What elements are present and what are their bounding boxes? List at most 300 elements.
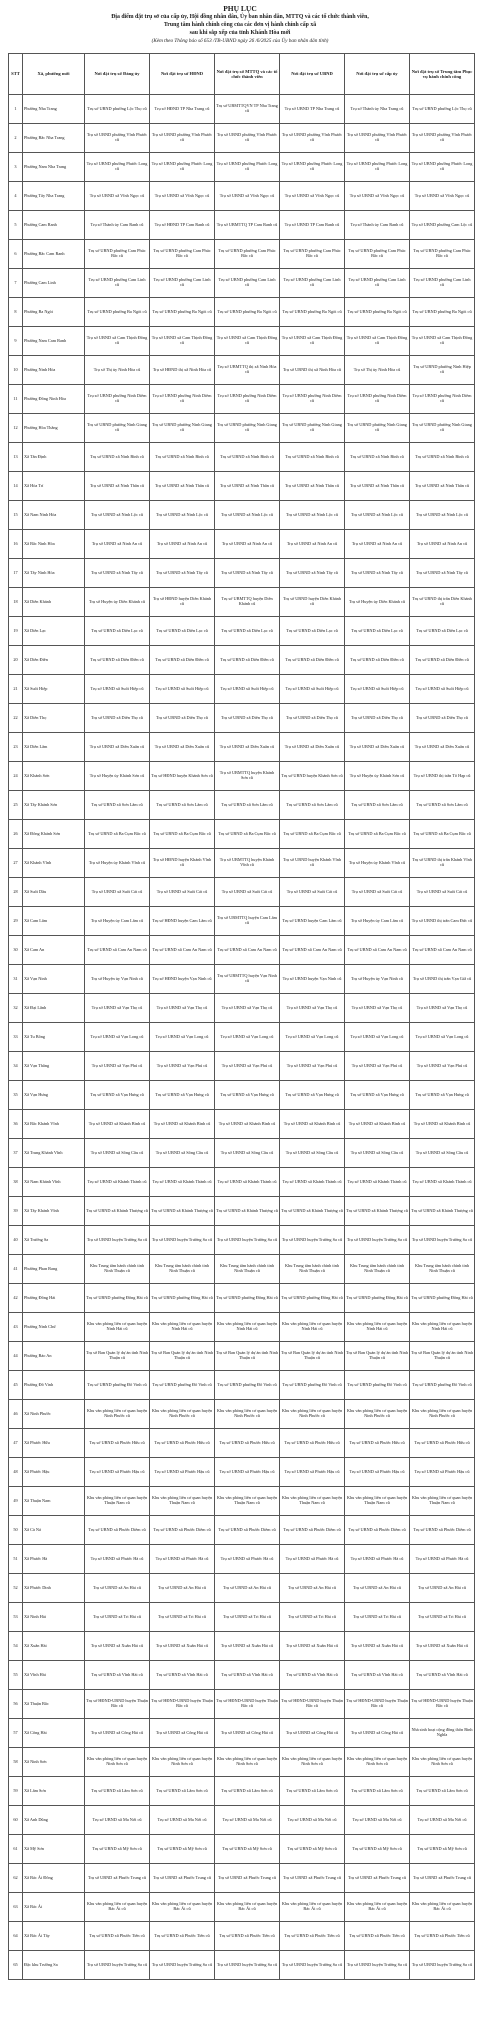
cell-ward-name: Xã Diên Điền — [23, 646, 85, 675]
cell-ward-name: Xã Tây Khánh Vĩnh — [23, 1197, 85, 1226]
cell-committee-level-office: Trụ sở UBND xã Diên Xuân cũ — [345, 733, 410, 762]
cell-front-office: Trụ sở UBND xã Khánh Bình cũ — [215, 1110, 280, 1139]
cell-party-office: Trụ sở UBND xã Diên Thọ cũ — [85, 704, 150, 733]
cell-council-office: Trụ sở UBND xã Diên Thọ cũ — [150, 704, 215, 733]
cell-stt: 32 — [9, 994, 23, 1023]
cell-party-office: Trụ sở UBND xã Ninh Lộc cũ — [85, 501, 150, 530]
cell-committee-level-office: Trụ sở UBND huyện Trường Sa cũ — [345, 1951, 410, 1980]
cell-committee-office: Trụ sở UBND xã Mỹ Sơn cũ — [280, 1835, 345, 1864]
cell-committee-level-office: Trụ sở UBND phường Đô Vinh cũ — [345, 1371, 410, 1400]
table-row — [9, 1197, 475, 1226]
cell-committee-office: Trụ sở Ban Quản lý dự án tỉnh Ninh Thuận cũ — [280, 1342, 345, 1371]
table-row — [9, 820, 475, 849]
cell-committee-level-office: Trụ sở UBND phường Ba Ngòi cũ — [345, 298, 410, 327]
cell-committee-office: Trụ sở UBND xã Khánh Thượng cũ — [280, 1197, 345, 1226]
cell-public-service-center: Trụ sở UBND phường Ninh Giang cũ — [410, 414, 475, 443]
cell-stt: 2 — [9, 124, 23, 153]
cell-stt: 33 — [9, 1023, 23, 1052]
cell-committee-level-office: Trụ sở UBND xã An Hải cũ — [345, 1574, 410, 1603]
cell-ward-name: Xã Tu Bông — [23, 1023, 85, 1052]
cell-council-office: Trụ sở UBND xã Diên Xuân cũ — [150, 733, 215, 762]
cell-committee-office: Trụ sở UBND huyện Khánh Vĩnh cũ — [280, 849, 345, 878]
cell-committee-office: Trụ sở UBND TP Cam Ranh cũ — [280, 211, 345, 240]
cell-ward-name: Phường Cam Ranh — [23, 211, 85, 240]
cell-committee-office: Trụ sở UBND xã Ninh Lộc cũ — [280, 501, 345, 530]
cell-front-office: Trụ sở UBND xã Phước Hữu cũ — [215, 1429, 280, 1458]
cell-council-office: Khu Trung tâm hành chính tỉnh Ninh Thuận cũ — [150, 1255, 215, 1284]
cell-ward-name: Xã Ninh Sơn — [23, 1748, 85, 1777]
cell-stt: 26 — [9, 820, 23, 849]
col-header-party-office: Nơi đặt trụ sở Đảng ủy — [85, 54, 150, 95]
cell-stt: 40 — [9, 1226, 23, 1255]
cell-ward-name: Xã Nam Ninh Hòa — [23, 501, 85, 530]
cell-committee-office: Khu văn phòng liên cơ quan huyện Ninh Hải cũ — [280, 1313, 345, 1342]
cell-front-office: Trụ sở UBND xã Phước Hà cũ — [215, 1545, 280, 1574]
cell-committee-level-office: Khu văn phòng liên cơ quan huyện Bác Ái cũ — [345, 1893, 410, 1922]
cell-committee-level-office: Trụ sở UBND xã Khánh Thượng cũ — [345, 1197, 410, 1226]
cell-ward-name: Xã Bác Ái Tây — [23, 1922, 85, 1951]
cell-committee-office: Khu văn phòng liên cơ quan huyện Ninh Phước cũ — [280, 1400, 345, 1429]
cell-public-service-center: Trụ sở UBND xã Khánh Thượng cũ — [410, 1197, 475, 1226]
cell-committee-level-office: Trụ sở UBND xã Vĩnh Hải cũ — [345, 1661, 410, 1690]
cell-council-office: Trụ sở UBND xã Suối Hiệp cũ — [150, 675, 215, 704]
cell-stt: 62 — [9, 1864, 23, 1893]
table-row — [9, 849, 475, 878]
cell-party-office: Trụ sở UBND phường Ba Ngòi cũ — [85, 298, 150, 327]
table-row — [9, 878, 475, 907]
cell-council-office: Trụ sở HĐND TP Cam Ranh cũ — [150, 211, 215, 240]
cell-front-office: Trụ sở UBMTTQ huyện Vạn Ninh cũ — [215, 965, 280, 994]
cell-ward-name: Xã Cam Lâm — [23, 907, 85, 936]
cell-front-office: Trụ sở UBND xã Ninh Tây cũ — [215, 559, 280, 588]
cell-committee-level-office: Trụ sở UBND xã Lâm Sơn cũ — [345, 1777, 410, 1806]
cell-front-office: Trụ sở UBND xã Suối Cát cũ — [215, 878, 280, 907]
cell-party-office: Trụ sở UBND xã Vĩnh Hải cũ — [85, 1661, 150, 1690]
cell-ward-name: Xã Bác Ái Đông — [23, 1864, 85, 1893]
cell-committee-level-office: Trụ sở UBND xã Suối Hiệp cũ — [345, 675, 410, 704]
cell-stt: 63 — [9, 1893, 23, 1922]
cell-ward-name: Phường Đông Hải — [23, 1284, 85, 1313]
cell-public-service-center: Trụ sở UBND xã Diên Điền cũ — [410, 646, 475, 675]
cell-front-office: Trụ sở UBND xã Khánh Thượng cũ — [215, 1197, 280, 1226]
cell-stt: 10 — [9, 356, 23, 385]
cell-ward-name: Phường Phan Rang — [23, 1255, 85, 1284]
cell-stt: 11 — [9, 385, 23, 414]
cell-party-office: Trụ sở UBND xã Vạn Long cũ — [85, 1023, 150, 1052]
table-row — [9, 385, 475, 414]
cell-party-office: Trụ sở UBND phường Cam Linh cũ — [85, 269, 150, 298]
table-row — [9, 501, 475, 530]
table-row — [9, 1313, 475, 1342]
cell-public-service-center: Trụ sở Ban Quản lý dự án tỉnh Ninh Thuận cũ — [410, 1342, 475, 1371]
table-row — [9, 1777, 475, 1806]
cell-party-office: Trụ sở UBND xã Cam An Nam cũ — [85, 936, 150, 965]
cell-council-office: Trụ sở UBND xã Tri Hải cũ — [150, 1603, 215, 1632]
cell-committee-level-office: Trụ sở Huyện ủy Diên Khánh cũ — [345, 588, 410, 617]
table-row — [9, 1023, 475, 1052]
cell-ward-name: Xã Khánh Vĩnh — [23, 849, 85, 878]
cell-public-service-center: Trụ sở UBND phường Ninh Hiệp cũ — [410, 356, 475, 385]
cell-ward-name: Phường Cam Linh — [23, 269, 85, 298]
cell-stt: 59 — [9, 1777, 23, 1806]
cell-party-office: Trụ sở Huyện ủy Diên Khánh cũ — [85, 588, 150, 617]
cell-council-office: Trụ sở HĐND huyện Khánh Sơn cũ — [150, 762, 215, 791]
table-row — [9, 704, 475, 733]
cell-council-office: Trụ sở UBND phường Cam Phúc Bắc cũ — [150, 240, 215, 269]
cell-committee-level-office: Trụ sở UBND xã Vạn Long cũ — [345, 1023, 410, 1052]
cell-council-office: Trụ sở UBND xã Vĩnh Ngọc cũ — [150, 182, 215, 211]
cell-front-office: Trụ sở UBND xã Khánh Thành cũ — [215, 1168, 280, 1197]
cell-council-office: Trụ sở UBND xã Công Hải cũ — [150, 1719, 215, 1748]
cell-public-service-center: Trụ sở UBND xã Phước Hậu cũ — [410, 1458, 475, 1487]
document-reference-note: (Kèm theo Thông báo số 653 /TB-UBND ngày 26 /6/2025 của Ủy ban nhân dân tỉnh) — [151, 38, 329, 44]
cell-committee-level-office: Trụ sở UBND xã Ba Cụm Bắc cũ — [345, 820, 410, 849]
cell-committee-level-office: Trụ sở Thành ủy Cam Ranh cũ — [345, 211, 410, 240]
cell-ward-name: Phường Tây Nha Trang — [23, 182, 85, 211]
cell-council-office: Trụ sở UBND xã Mỹ Sơn cũ — [150, 1835, 215, 1864]
cell-council-office: Trụ sở UBND xã Ninh An cũ — [150, 530, 215, 559]
cell-stt: 16 — [9, 530, 23, 559]
table-row — [9, 965, 475, 994]
cell-public-service-center: Trụ sở UBND xã Ninh Thân cũ — [410, 472, 475, 501]
cell-ward-name: Xã Tây Khánh Sơn — [23, 791, 85, 820]
cell-committee-office: Trụ sở UBND xã Suối Cát cũ — [280, 878, 345, 907]
cell-stt: 12 — [9, 414, 23, 443]
cell-party-office: Trụ sở UBND phường Đông Hải cũ — [85, 1284, 150, 1313]
cell-stt: 23 — [9, 733, 23, 762]
cell-committee-level-office: Trụ sở UBND phường Đông Hải cũ — [345, 1284, 410, 1313]
document-subtitle-line-3: sau khi sắp xếp của tỉnh Khánh Hòa mới — [189, 30, 291, 36]
cell-council-office: Trụ sở UBND phường Đông Hải cũ — [150, 1284, 215, 1313]
cell-front-office: Trụ sở UBND xã Diên Xuân cũ — [215, 733, 280, 762]
cell-council-office: Trụ sở UBND xã Vạn Hưng cũ — [150, 1081, 215, 1110]
cell-public-service-center: Trụ sở UBND xã Diên Xuân cũ — [410, 733, 475, 762]
cell-ward-name: Phường Bảo An — [23, 1342, 85, 1371]
table-row — [9, 791, 475, 820]
cell-committee-level-office: Trụ sở UBND phường Cam Phúc Bắc cũ — [345, 240, 410, 269]
cell-council-office: Khu văn phòng liên cơ quan huyện Thuận Nam cũ — [150, 1487, 215, 1516]
cell-council-office: Trụ sở UBND xã Phước Tiến cũ — [150, 1922, 215, 1951]
cell-front-office: Trụ sở UBND phường Cam Phúc Bắc cũ — [215, 240, 280, 269]
cell-committee-office: Trụ sở UBND xã Phước Trung cũ — [280, 1864, 345, 1893]
cell-front-office: Trụ sở UBND xã Ninh Thân cũ — [215, 472, 280, 501]
cell-front-office: Trụ sở UBND xã Cam An Nam cũ — [215, 936, 280, 965]
cell-council-office: Trụ sở UBND huyện Trường Sa cũ — [150, 1951, 215, 1980]
cell-committee-level-office: Trụ sở Huyện ủy Cam Lâm cũ — [345, 907, 410, 936]
table-row — [9, 1603, 475, 1632]
cell-front-office: Trụ sở UBND phường Ninh Giang cũ — [215, 414, 280, 443]
cell-council-office: Trụ sở UBND xã Khánh Thành cũ — [150, 1168, 215, 1197]
cell-stt: 52 — [9, 1574, 23, 1603]
cell-committee-level-office: Trụ sở UBND xã Công Hải cũ — [345, 1719, 410, 1748]
cell-party-office: Trụ sở UBND xã Diên Lạc cũ — [85, 617, 150, 646]
cell-stt: 22 — [9, 704, 23, 733]
cell-committee-level-office: Khu văn phòng liên cơ quan huyện Ninh Sơn cũ — [345, 1748, 410, 1777]
cell-committee-office: Trụ sở HĐND-UBND huyện Thuận Bắc cũ — [280, 1690, 345, 1719]
cell-council-office: Trụ sở HĐND huyện Vạn Ninh cũ — [150, 965, 215, 994]
cell-council-office: Trụ sở HĐND huyện Cam Lâm cũ — [150, 907, 215, 936]
cell-party-office: Trụ sở UBND xã Phước Tiến cũ — [85, 1922, 150, 1951]
cell-ward-name: Xã Nam Khánh Vĩnh — [23, 1168, 85, 1197]
cell-public-service-center: Trụ sở UBND xã Suối Cát cũ — [410, 878, 475, 907]
cell-stt: 46 — [9, 1400, 23, 1429]
cell-ward-name: Xã Khánh Sơn — [23, 762, 85, 791]
cell-public-service-center: Trụ sở UBND phường Cam Linh cũ — [410, 269, 475, 298]
cell-committee-office: Trụ sở UBND xã Diên Điền cũ — [280, 646, 345, 675]
table-row — [9, 1081, 475, 1110]
cell-council-office: Trụ sở UBND xã Ma Nới cũ — [150, 1806, 215, 1835]
cell-committee-office: Trụ sở UBND huyện Vạn Ninh cũ — [280, 965, 345, 994]
cell-ward-name: Xã Bác Ái — [23, 1893, 85, 1922]
cell-committee-level-office: Trụ sở UBND xã Vạn Phú cũ — [345, 1052, 410, 1081]
cell-ward-name: Phường Nha Trang — [23, 95, 85, 124]
cell-front-office: Trụ sở UBND phường Ninh Diêm cũ — [215, 385, 280, 414]
document-subtitle-line-2: Trung tâm hành chính công của các đơn vị hành chính cấp xã — [163, 22, 317, 28]
cell-public-service-center: Trụ sở UBND xã An Hải cũ — [410, 1574, 475, 1603]
cell-committee-level-office: Trụ sở UBND xã Xuân Hải cũ — [345, 1632, 410, 1661]
cell-committee-office: Trụ sở UBND xã Ninh Tây cũ — [280, 559, 345, 588]
cell-stt: 47 — [9, 1429, 23, 1458]
cell-stt: 54 — [9, 1632, 23, 1661]
cell-stt: 43 — [9, 1313, 23, 1342]
cell-front-office: Khu văn phòng liên cơ quan huyện Thuận Nam cũ — [215, 1487, 280, 1516]
cell-committee-office: Khu Trung tâm hành chính tỉnh Ninh Thuận cũ — [280, 1255, 345, 1284]
cell-public-service-center: Trụ sở UBND xã Ninh Bình cũ — [410, 443, 475, 472]
table-row — [9, 269, 475, 298]
cell-public-service-center: Trụ sở UBND xã Sơn Lâm cũ — [410, 791, 475, 820]
cell-committee-level-office: Trụ sở HĐND-UBND huyện Thuận Bắc cũ — [345, 1690, 410, 1719]
cell-council-office: Trụ sở HĐND TP Nha Trang cũ — [150, 95, 215, 124]
cell-public-service-center: Trụ sở UBND xã Vạn Phú cũ — [410, 1052, 475, 1081]
cell-committee-office: Trụ sở UBND xã Vạn Long cũ — [280, 1023, 345, 1052]
table-row — [9, 1632, 475, 1661]
cell-party-office: Trụ sở UBND xã Vạn Thọ cũ — [85, 994, 150, 1023]
cell-front-office: Trụ sở UBND phường Phước Long cũ — [215, 153, 280, 182]
cell-committee-office: Trụ sở UBND phường Ninh Diêm cũ — [280, 385, 345, 414]
cell-front-office: Trụ sở UBND phường Ba Ngòi cũ — [215, 298, 280, 327]
cell-stt: 42 — [9, 1284, 23, 1313]
cell-council-office: Trụ sở UBND phường Ninh Diêm cũ — [150, 385, 215, 414]
cell-council-office: Trụ sở UBND phường Cam Linh cũ — [150, 269, 215, 298]
table-row — [9, 1168, 475, 1197]
cell-committee-level-office: Trụ sở UBND xã Ma Nới cũ — [345, 1806, 410, 1835]
cell-committee-office: Trụ sở UBND xã Ma Nới cũ — [280, 1806, 345, 1835]
cell-stt: 53 — [9, 1603, 23, 1632]
cell-ward-name: Xã Cam An — [23, 936, 85, 965]
cell-ward-name: Xã Diên Lạc — [23, 617, 85, 646]
cell-ward-name: Xã Diên Thọ — [23, 704, 85, 733]
cell-committee-level-office: Khu văn phòng liên cơ quan huyện Ninh Phước cũ — [345, 1400, 410, 1429]
cell-council-office: Trụ sở UBND xã Vạn Thọ cũ — [150, 994, 215, 1023]
cell-stt: 65 — [9, 1951, 23, 1980]
cell-public-service-center: Trụ sở UBND thị trấn Cam Đức cũ — [410, 907, 475, 936]
cell-committee-office: Trụ sở UBND xã Vạn Hưng cũ — [280, 1081, 345, 1110]
cell-council-office: Trụ sở UBND xã Phước Hậu cũ — [150, 1458, 215, 1487]
cell-stt: 29 — [9, 907, 23, 936]
cell-public-service-center: Trụ sở UBND xã Suối Hiệp cũ — [410, 675, 475, 704]
table-row — [9, 153, 475, 182]
cell-front-office: Trụ sở UBND xã Diên Thọ cũ — [215, 704, 280, 733]
table-row — [9, 1516, 475, 1545]
cell-front-office: Trụ sở UBND xã Tri Hải cũ — [215, 1603, 280, 1632]
cell-committee-office: Khu văn phòng liên cơ quan huyện Bác Ái cũ — [280, 1893, 345, 1922]
cell-council-office: Trụ sở UBND phường Ninh Giang cũ — [150, 414, 215, 443]
cell-public-service-center: Trụ sở UBND xã Diên Thọ cũ — [410, 704, 475, 733]
cell-front-office: Trụ sở UBMTTQ huyện Cam Lâm cũ — [215, 907, 280, 936]
cell-ward-name: Xã Suối Hiệp — [23, 675, 85, 704]
cell-front-office: Trụ sở UBND xã Ninh An cũ — [215, 530, 280, 559]
col-header-front-office: Nơi đặt trụ sở MTTQ và các tổ chức thành viên — [215, 54, 280, 95]
cell-party-office: Trụ sở UBND xã Cam Thịnh Đông cũ — [85, 327, 150, 356]
cell-ward-name: Xã Phước Dinh — [23, 1574, 85, 1603]
cell-stt: 64 — [9, 1922, 23, 1951]
cell-public-service-center: Trụ sở UBND phường Cam Lộc cũ — [410, 211, 475, 240]
col-header-stt: STT — [9, 54, 23, 95]
table-row — [9, 1545, 475, 1574]
cell-committee-office: Trụ sở UBND xã Tri Hải cũ — [280, 1603, 345, 1632]
cell-committee-level-office: Trụ sở UBND xã Ninh An cũ — [345, 530, 410, 559]
cell-public-service-center: Trụ sở UBND xã Phước Hà cũ — [410, 1545, 475, 1574]
cell-party-office: Trụ sở UBND phường Ninh Diêm cũ — [85, 385, 150, 414]
cell-front-office: Khu văn phòng liên cơ quan huyện Ninh Hải cũ — [215, 1313, 280, 1342]
table-row — [9, 588, 475, 617]
cell-committee-level-office: Trụ sở UBND xã Ninh Tây cũ — [345, 559, 410, 588]
cell-party-office: Trụ sở UBND xã Phước Hậu cũ — [85, 1458, 150, 1487]
cell-committee-office: Trụ sở UBND phường Vĩnh Phước cũ — [280, 124, 345, 153]
cell-public-service-center: Trụ sở UBND xã Khánh Thành cũ — [410, 1168, 475, 1197]
cell-stt: 39 — [9, 1197, 23, 1226]
cell-front-office: Khu văn phòng liên cơ quan huyện Ninh Phước cũ — [215, 1400, 280, 1429]
cell-committee-office: Trụ sở UBND phường Đông Hải cũ — [280, 1284, 345, 1313]
cell-front-office: Trụ sở UBND xã Phước Diêm cũ — [215, 1516, 280, 1545]
cell-front-office: Trụ sở UBND xã Vạn Phú cũ — [215, 1052, 280, 1081]
cell-committee-office: Trụ sở UBND xã Lâm Sơn cũ — [280, 1777, 345, 1806]
cell-ward-name: Xã Vạn Hưng — [23, 1081, 85, 1110]
cell-public-service-center: Trụ sở UBND xã Vạn Long cũ — [410, 1023, 475, 1052]
cell-stt: 44 — [9, 1342, 23, 1371]
cell-committee-office: Trụ sở UBND xã Vạn Phú cũ — [280, 1052, 345, 1081]
cell-public-service-center: Trụ sở UBND phường Lộc Thọ cũ — [410, 95, 475, 124]
cell-party-office: Trụ sở UBND xã Sơn Lâm cũ — [85, 791, 150, 820]
cell-front-office: Trụ sở UBND xã Sông Cầu cũ — [215, 1139, 280, 1168]
cell-committee-level-office: Trụ sở UBND xã Sông Cầu cũ — [345, 1139, 410, 1168]
cell-party-office: Trụ sở Huyện ủy Khánh Sơn cũ — [85, 762, 150, 791]
cell-public-service-center: Trụ sở UBND xã Phước Tiến cũ — [410, 1922, 475, 1951]
cell-front-office: Trụ sở UBND xã Vạn Hưng cũ — [215, 1081, 280, 1110]
cell-public-service-center: Trụ sở UBND phường Đông Hải cũ — [410, 1284, 475, 1313]
table-row — [9, 356, 475, 385]
cell-party-office: Trụ sở Huyện ủy Cam Lâm cũ — [85, 907, 150, 936]
table-row — [9, 1400, 475, 1429]
cell-public-service-center: Trụ sở UBND xã Cam An Nam cũ — [410, 936, 475, 965]
cell-front-office: Trụ sở UBND phường Đông Hải cũ — [215, 1284, 280, 1313]
cell-committee-level-office: Trụ sở UBND xã Vạn Thọ cũ — [345, 994, 410, 1023]
cell-stt: 28 — [9, 878, 23, 907]
cell-stt: 19 — [9, 617, 23, 646]
cell-ward-name: Xã Vạn Thắng — [23, 1052, 85, 1081]
table-row — [9, 95, 475, 124]
cell-stt: 15 — [9, 501, 23, 530]
cell-ward-name: Xã Diên Khánh — [23, 588, 85, 617]
table-row — [9, 994, 475, 1023]
cell-committee-office: Trụ sở UBND xã Xuân Hải cũ — [280, 1632, 345, 1661]
cell-party-office: Trụ sở UBND xã Công Hải cũ — [85, 1719, 150, 1748]
cell-front-office: Trụ sở UBND xã Cam Thịnh Đông cũ — [215, 327, 280, 356]
cell-public-service-center: Nhà sinh hoạt cộng đồng thôn Bỉnh Nghĩa — [410, 1719, 475, 1748]
cell-front-office: Trụ sở UBND xã An Hải cũ — [215, 1574, 280, 1603]
cell-front-office: Trụ sở UBND xã Công Hải cũ — [215, 1719, 280, 1748]
cell-stt: 60 — [9, 1806, 23, 1835]
cell-council-office: Trụ sở UBND xã Diên Điền cũ — [150, 646, 215, 675]
cell-ward-name: Phường Bắc Nha Trang — [23, 124, 85, 153]
cell-ward-name: Phường Nam Nha Trang — [23, 153, 85, 182]
cell-front-office: Trụ sở UBND phường Cam Linh cũ — [215, 269, 280, 298]
cell-public-service-center: Trụ sở UBND xã Ba Cụm Bắc cũ — [410, 820, 475, 849]
cell-council-office: Trụ sở HĐND-UBND huyện Thuận Bắc cũ — [150, 1690, 215, 1719]
cell-public-service-center: Trụ sở UBND phường Phước Long cũ — [410, 153, 475, 182]
cell-ward-name: Xã Mỹ Sơn — [23, 1835, 85, 1864]
table-row — [9, 530, 475, 559]
table-row — [9, 298, 475, 327]
table-row — [9, 1110, 475, 1139]
cell-stt: 24 — [9, 762, 23, 791]
cell-committee-office: Trụ sở UBND xã Phước Hà cũ — [280, 1545, 345, 1574]
cell-committee-level-office: Trụ sở UBND xã Sơn Lâm cũ — [345, 791, 410, 820]
cell-party-office: Trụ sở UBND xã Suối Hiệp cũ — [85, 675, 150, 704]
table-row — [9, 1893, 475, 1922]
cell-council-office: Trụ sở HĐND huyện Diên Khánh cũ — [150, 588, 215, 617]
cell-committee-office: Trụ sở UBND huyện Khánh Sơn cũ — [280, 762, 345, 791]
cell-ward-name: Xã Ninh Phước — [23, 1400, 85, 1429]
cell-council-office: Trụ sở UBND xã Cam An Nam cũ — [150, 936, 215, 965]
cell-public-service-center: Khu văn phòng liên cơ quan huyện Ninh Phước cũ — [410, 1400, 475, 1429]
cell-committee-office: Trụ sở UBND phường Ninh Giang cũ — [280, 414, 345, 443]
cell-public-service-center: Trụ sở UBND xã Ma Nới cũ — [410, 1806, 475, 1835]
cell-ward-name: Xã Thuận Nam — [23, 1487, 85, 1516]
cell-public-service-center: Trụ sở UBND xã Diên Lạc cũ — [410, 617, 475, 646]
cell-stt: 61 — [9, 1835, 23, 1864]
cell-stt: 58 — [9, 1748, 23, 1777]
cell-ward-name: Xã Bắc Ninh Hòa — [23, 530, 85, 559]
col-header-public-service-center: Nơi đặt trụ sở Trung tâm Phục vụ hành chính công — [410, 54, 475, 95]
cell-party-office: Trụ sở Huyện ủy Vạn Ninh cũ — [85, 965, 150, 994]
cell-party-office: Trụ sở UBND xã Lâm Sơn cũ — [85, 1777, 150, 1806]
cell-ward-name: Phường Nam Cam Ranh — [23, 327, 85, 356]
cell-stt: 41 — [9, 1255, 23, 1284]
cell-committee-office: Trụ sở UBND phường Cam Linh cũ — [280, 269, 345, 298]
cell-party-office: Trụ sở UBND xã Ba Cụm Bắc cũ — [85, 820, 150, 849]
table-row — [9, 733, 475, 762]
cell-ward-name: Xã Vĩnh Hải — [23, 1661, 85, 1690]
cell-committee-office: Trụ sở UBND phường Đô Vinh cũ — [280, 1371, 345, 1400]
cell-public-service-center: Trụ sở UBND xã Sông Cầu cũ — [410, 1139, 475, 1168]
cell-ward-name: Xã Lâm Sơn — [23, 1777, 85, 1806]
cell-party-office: Trụ sở UBND xã Khánh Bình cũ — [85, 1110, 150, 1139]
cell-committee-office: Trụ sở UBND phường Phước Long cũ — [280, 153, 345, 182]
cell-party-office: Trụ sở UBND xã Suối Cát cũ — [85, 878, 150, 907]
cell-ward-name: Xã Anh Dũng — [23, 1806, 85, 1835]
cell-public-service-center: Trụ sở UBND phường Cam Phúc Bắc cũ — [410, 240, 475, 269]
cell-council-office: Trụ sở UBND xã Sơn Lâm cũ — [150, 791, 215, 820]
cell-party-office: Trụ sở UBND xã Mỹ Sơn cũ — [85, 1835, 150, 1864]
cell-front-office: Trụ sở UBND xã Suối Hiệp cũ — [215, 675, 280, 704]
cell-committee-office: Trụ sở UBND xã Vĩnh Ngọc cũ — [280, 182, 345, 211]
cell-committee-level-office: Trụ sở UBND xã Diên Lạc cũ — [345, 617, 410, 646]
cell-committee-office: Trụ sở UBND xã Ba Cụm Bắc cũ — [280, 820, 345, 849]
cell-council-office: Trụ sở UBND xã Ninh Bình cũ — [150, 443, 215, 472]
cell-public-service-center: Trụ sở UBND thị trấn Vạn Giã cũ — [410, 965, 475, 994]
cell-committee-level-office: Trụ sở UBND phường Ninh Giang cũ — [345, 414, 410, 443]
